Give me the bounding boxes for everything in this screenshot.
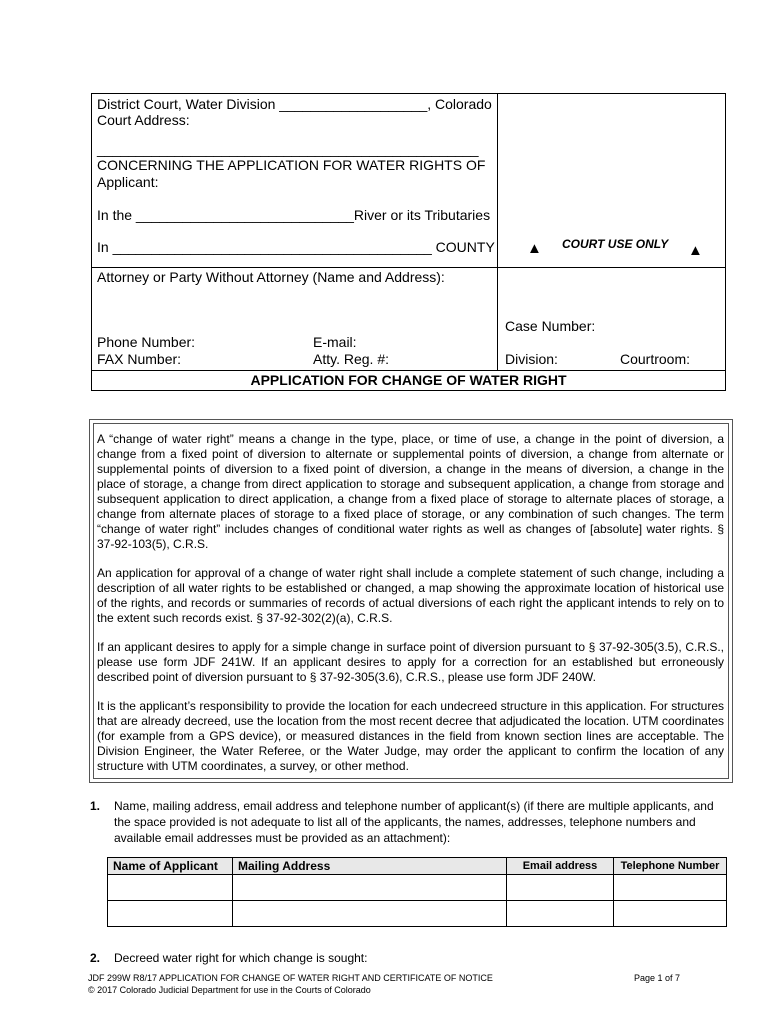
email-label: E-mail: (313, 334, 357, 350)
applicant-email-cell[interactable] (507, 901, 614, 927)
footer-form-id: JDF 299W R8/17 APPLICATION FOR CHANGE OF WATER RIGHT AND CERTIFICATE OF NOTICE (88, 973, 493, 983)
atty-reg-label: Atty. Reg. #: (313, 351, 389, 367)
col-name-of-applicant: Name of Applicant (108, 858, 233, 875)
phone-label: Phone Number: (97, 334, 196, 350)
applicant-address-cell[interactable] (233, 901, 507, 927)
info-box (89, 419, 733, 783)
item-1-number: 1. (90, 799, 101, 813)
applicant-name-cell[interactable] (108, 901, 233, 927)
applicant-email-cell[interactable] (507, 875, 614, 901)
applicant-phone-cell[interactable] (614, 901, 727, 927)
arrow-up-left-icon: ▲ (527, 240, 542, 257)
division-label: Division: (505, 351, 558, 367)
col-mailing-address: Mailing Address (233, 858, 507, 875)
info-box-inner (93, 423, 729, 779)
col-telephone-number: Telephone Number (614, 858, 727, 875)
applicant-name-cell[interactable] (108, 875, 233, 901)
applicant-phone-cell[interactable] (614, 875, 727, 901)
item-2-text: Decreed water right for which change is sought: (114, 951, 368, 965)
info-paragraph-4: It is the applicant’s responsibility to provide the location for each undecreed structure in this application. For structures that are already decreed, use the location from the most recent decree that adjudicated the location. UTM coordinates (for example from a GPS device), or measured distances in the field from known section lines are acceptable. The Division Engineer, the Water Referee, or the Water Judge, may order the applicant to confirm the location of any structure with UTM coordinates, a survey, or other method. (97, 699, 724, 773)
info-paragraph-2: An application for approval of a change of water right shall include a complete statement of such change, including a description of all water rights to be established or changed, a map showing the approximate location of historical use of the rights, and records or summaries of records of actual diversions of each right the applicant intends to rely on to the extent such records exist. § 37-92-302(2)(a), C.R.S. (97, 566, 724, 625)
footer-page-number: Page 1 of 7 (634, 973, 681, 983)
col-email-address: Email address (507, 858, 614, 875)
item-1-text: Name, mailing address, email address and telephone number of applicant(s) (if there are multiple applicants, and the space provided is not adequate to list all of the applicants, the names, addresses, telephone numbers and available email addresses must be provided as an attachment): (114, 799, 714, 845)
case-number-label: Case Number: (505, 318, 596, 334)
table-row (108, 875, 727, 901)
info-paragraph-3: If an applicant desires to apply for a simple change in surface point of diversion pursuant to § 37-92-305(3.5), C.R.S., please use form JDF 241W. If an applicant desires to apply for a correction for an established but erroneously described point of diversion pursuant to § 37-92-305(3.6), C.R.S., please use form JDF 240W. (97, 640, 724, 684)
district-line: District Court, Water Division ___________________, Colorado (97, 96, 492, 112)
concerning-heading: CONCERNING THE APPLICATION FOR WATER RIGHTS OF (97, 157, 486, 173)
applicant-table-header (108, 858, 727, 875)
address-line: _________________________________________________ (97, 141, 479, 157)
item-2-number: 2. (90, 951, 101, 965)
applicant-address-cell[interactable] (233, 875, 507, 901)
fax-label: FAX Number: (97, 351, 182, 367)
footer-copyright: © 2017 Colorado Judicial Department for use in the Courts of Colorado (88, 985, 371, 995)
courtroom-label: Courtroom: (620, 351, 691, 367)
form-title: APPLICATION FOR CHANGE OF WATER RIGHT (250, 372, 567, 388)
info-paragraph-1: A “change of water right” means a change in the type, place, or time of use, a change in the point of diversion, a change from a fixed point of diversion to alternate or supplemental points of diversion, a change from alternate or supplemental points of diversion to a fixed point of diversion, a change in the means of diversion, a change in the place of storage, a change from direct application to storage and subsequent application, a change from storage and subsequent application to direct application, a change from a fixed place of storage to alternate places of storage, a change from alternate places of storage to a fixed place of storage, or any combination of such changes. The term “change of water right” includes changes of conditional water rights as well as changes of [absolute] water rights. § 37-92-103(5), C.R.S. (97, 432, 724, 551)
arrow-up-right-icon: ▲ (688, 242, 703, 259)
applicant-table (107, 857, 727, 927)
county-line: In _________________________________________ COUNTY (97, 239, 495, 255)
table-row (108, 901, 727, 927)
court-use-only-label: COURT USE ONLY (562, 237, 669, 251)
applicant-label: Applicant: (97, 174, 159, 190)
court-address-label: Court Address: (97, 112, 190, 128)
river-line: In the ____________________________River or its Tributaries (97, 207, 491, 223)
attorney-label: Attorney or Party Without Attorney (Name and Address): (97, 269, 445, 285)
